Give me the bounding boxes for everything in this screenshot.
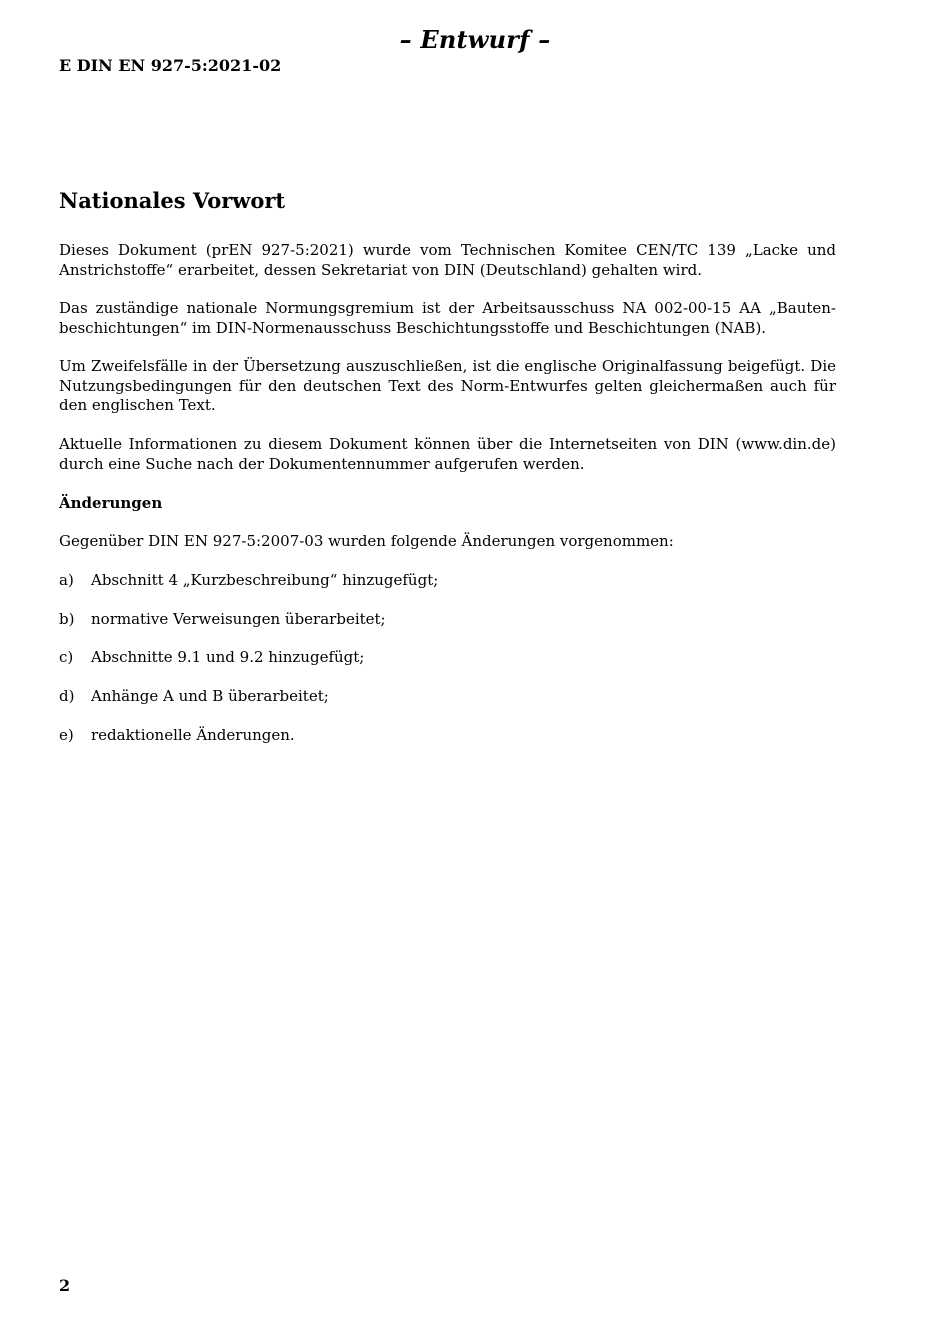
list-marker: d) <box>59 687 75 705</box>
section-title: Nationales Vorwort <box>59 188 286 213</box>
list-item-text: Anhänge A und B überarbeitet; <box>91 687 329 705</box>
draft-watermark: – Entwurf – <box>399 25 551 54</box>
list-item-text: Abschnitt 4 „Kurzbeschreibung“ hinzugefügt; <box>91 571 439 589</box>
list-item-text: normative Verweisungen überarbeitet; <box>91 610 386 628</box>
paragraph-national-body: Das zuständige nationale Normungsgremium ist der Arbeitsausschuss NA 002-00-15 AA „Bauten-beschichtungen“ im DIN-Normenausschuss Beschichtungsstoffe und Beschichtungen (NAB). <box>59 299 836 337</box>
page-number: 2 <box>59 1276 71 1295</box>
list-item <box>59 610 386 630</box>
paragraph-information: Aktuelle Informationen zu diesem Dokument können über die Internetseiten von DIN (www.din.de) durch eine Suche nach der Dokumentennummer aufgerufen werden. <box>59 435 836 473</box>
list-item <box>59 648 364 668</box>
changes-title: Änderungen <box>59 494 163 512</box>
list-marker: c) <box>59 648 74 666</box>
list-item-text: Abschnitte 9.1 und 9.2 hinzugefügt; <box>91 648 365 666</box>
list-marker: b) <box>59 610 75 628</box>
changes-intro: Gegenüber DIN EN 927-5:2007-03 wurden folgende Änderungen vorgenommen: <box>59 532 674 550</box>
list-item <box>59 687 329 707</box>
list-marker: e) <box>59 726 74 744</box>
list-marker: a) <box>59 571 74 589</box>
list-item <box>59 571 438 591</box>
list-item <box>59 726 295 746</box>
paragraph-translation: Um Zweifelsfälle in der Übersetzung auszuschließen, ist die englische Originalfassung beigefügt. Die Nutzungsbedingungen für den deutschen Text des Norm-Entwurfes gelten gleichermaßen auch für den englischen Text. <box>59 357 836 414</box>
list-item-text: redaktionelle Änderungen. <box>91 726 295 744</box>
document-id: E DIN EN 927-5:2021-02 <box>59 56 282 75</box>
paragraph-committee: Dieses Dokument (prEN 927-5:2021) wurde vom Technischen Komitee CEN/TC 139 „Lacke und Anstrichstoffe“ erarbeitet, dessen Sekretariat von DIN (Deutschland) gehalten wird. <box>59 241 836 279</box>
